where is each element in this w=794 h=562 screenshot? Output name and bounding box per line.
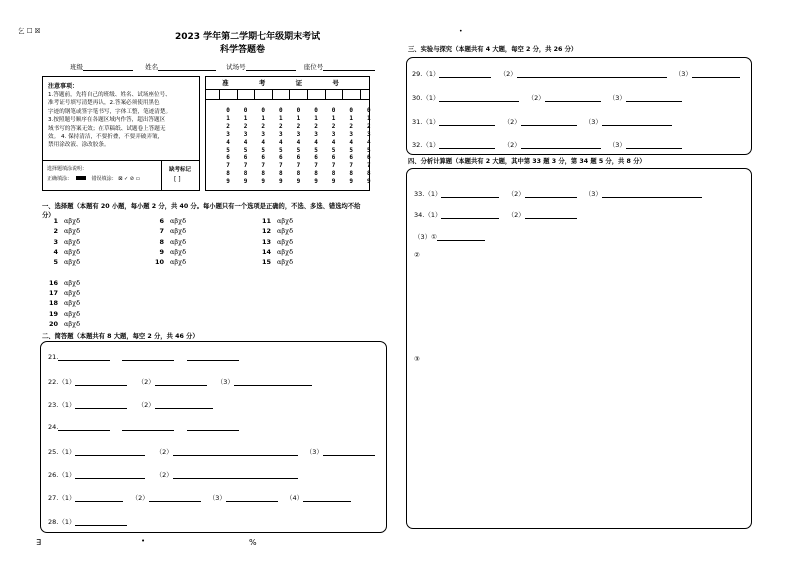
mc-question-number: 7	[159, 227, 164, 236]
mc-option-bubbles[interactable]: αβχδ	[64, 247, 80, 256]
exam-digit-bubble[interactable]: 3	[366, 130, 371, 138]
exam-digit-bubble[interactable]: 7	[261, 162, 265, 170]
section1-title: 一、选择题（本题有 20 小题，每小题 2 分，共 40 分。每小题只有一个选项是正确的，不选、多选、错选均不给	[42, 203, 361, 210]
exam-digit-bubble[interactable]: 7	[278, 162, 283, 170]
exam-digit-bubble[interactable]: 6	[226, 154, 230, 162]
fill-instruction-label: 选择题填涂说明：	[47, 166, 88, 172]
exam-digit-bubble[interactable]: 8	[278, 170, 283, 178]
absent-mark-box[interactable]: [ ]	[174, 176, 181, 183]
exam-digit-bubble[interactable]: 5	[226, 146, 230, 154]
exam-digit-bubble[interactable]: 5	[314, 146, 318, 154]
answer-blank[interactable]	[75, 518, 127, 526]
exam-digit-bubble[interactable]: 4	[296, 138, 301, 146]
absent-mark-label: 缺考标记	[169, 167, 192, 173]
exam-digit-bubble[interactable]: 0	[366, 107, 371, 114]
footer-mid-mark: •	[141, 537, 146, 545]
mc-option-bubbles[interactable]: αβχδ	[170, 258, 186, 267]
exam-number-column[interactable]	[312, 107, 320, 186]
mc-option-bubbles[interactable]: αβχδ	[170, 247, 186, 256]
exam-digit-bubble[interactable]: 0	[331, 107, 336, 114]
q23-row: 23.（1） （2）	[48, 400, 213, 409]
exam-digit-bubble[interactable]: 0	[349, 107, 353, 114]
seat-label: 座位号	[303, 63, 324, 71]
exam-digit-bubble[interactable]: 7	[243, 162, 248, 170]
exam-no-label: 试场号	[226, 63, 246, 71]
mc-question-row[interactable]	[42, 217, 80, 225]
mc-question-number: 4	[53, 247, 58, 256]
answer-blank[interactable]	[75, 448, 145, 456]
logo-icons: 乞 ☐ ☒	[18, 27, 41, 35]
answer-blank[interactable]	[187, 353, 239, 361]
exam-digit-bubble[interactable]: 9	[296, 178, 301, 186]
mc-question-row[interactable]	[255, 258, 293, 266]
answer-blank[interactable]	[155, 401, 213, 409]
section3-title: 三、实验与探究（本题共有 4 大题，每空 2 分，共 26 分）	[408, 46, 578, 53]
exam-number-column[interactable]	[224, 107, 232, 186]
exam-digit-bubble[interactable]: 3	[296, 130, 301, 138]
mc-question-number: 17	[48, 289, 58, 298]
exam-digit-bubble[interactable]: 6	[261, 154, 265, 162]
mc-question-row[interactable]	[42, 310, 80, 318]
answer-blank[interactable]	[441, 211, 499, 219]
mc-question-row[interactable]	[255, 217, 293, 225]
exam-digit-bubble[interactable]: 7	[349, 162, 353, 170]
mc-question-number: 9	[159, 247, 164, 256]
exam-digit-bubble[interactable]: 4	[261, 138, 265, 146]
section2-title: 二、简答题（本题共有 8 大题，每空 2 分，共 46 分）	[42, 333, 199, 340]
answer-blank[interactable]	[626, 94, 682, 102]
exam-digit-bubble[interactable]: 2	[314, 122, 318, 130]
exam-digit-bubble[interactable]: 6	[243, 154, 248, 162]
mc-question-row[interactable]	[42, 279, 80, 287]
mc-question-number: 5	[53, 258, 58, 267]
exam-digit-bubble[interactable]: 5	[331, 146, 336, 154]
exam-digit-bubble[interactable]: 8	[366, 170, 371, 178]
exam-digit-bubble[interactable]: 5	[261, 146, 265, 154]
top-dot: •	[459, 28, 463, 35]
mc-option-bubbles[interactable]: αβχδ	[64, 217, 80, 225]
answer-blank[interactable]	[58, 423, 110, 431]
exam-digit-bubble[interactable]: 5	[278, 146, 283, 154]
exam-number-column[interactable]	[330, 107, 338, 186]
exam-digit-bubble[interactable]: 5	[366, 146, 371, 154]
mc-question-number: 3	[53, 237, 58, 246]
answer-blank[interactable]	[626, 141, 682, 149]
mc-question-number: 11	[261, 217, 271, 225]
exam-digit-bubble[interactable]: 4	[278, 138, 283, 146]
exam-digit-bubble[interactable]: 2	[261, 122, 265, 130]
answer-blank[interactable]	[521, 141, 601, 149]
q32-row: 32.（1） （2） （3）	[412, 140, 682, 149]
mc-question-row[interactable]	[255, 227, 293, 235]
section1-title-cont: 分）	[42, 212, 55, 219]
mc-option-bubbles[interactable]: αβχδ	[277, 237, 293, 246]
exam-digit-bubble[interactable]: 6	[366, 154, 371, 162]
q21-row: 21.	[48, 353, 239, 361]
answer-blank[interactable]	[75, 494, 123, 502]
exam-digit-bubble[interactable]: 7	[366, 162, 371, 170]
exam-digit-bubble[interactable]: 4	[349, 138, 353, 146]
exam-digit-bubble[interactable]: 5	[243, 146, 248, 154]
exam-digit-bubble[interactable]: 4	[226, 138, 230, 146]
answer-blank[interactable]	[234, 378, 312, 386]
exam-digit-bubble[interactable]: 8	[349, 170, 353, 178]
q31-row: 31.（1） （2） （3）	[412, 117, 672, 126]
exam-number-column[interactable]	[294, 107, 302, 186]
answer-blank[interactable]	[149, 494, 201, 502]
section2-box	[40, 341, 387, 533]
mc-question-row[interactable]	[42, 227, 80, 235]
q33-row: 33.（1） （2） （3）	[414, 189, 702, 198]
exam-digit-bubble[interactable]: 9	[278, 178, 283, 186]
exam-digit-bubble[interactable]: 7	[296, 162, 301, 170]
name-label: 姓名	[145, 63, 159, 71]
exam-digit-bubble[interactable]: 6	[314, 154, 318, 162]
exam-digit-bubble[interactable]: 0	[314, 107, 318, 114]
answer-blank[interactable]	[517, 70, 667, 78]
answer-blank[interactable]	[441, 190, 499, 198]
mc-question-number: 19	[48, 309, 58, 318]
fill-example: 正确填涂： 错误填涂： ⊠ ✓ ⊘ ▭	[47, 176, 141, 182]
mc-question-number: 13	[261, 237, 271, 246]
exam-digit-bubble[interactable]: 2	[349, 122, 353, 130]
exam-digit-bubble[interactable]: 8	[331, 170, 336, 178]
exam-digit-bubble[interactable]: 7	[314, 162, 318, 170]
answer-blank[interactable]	[58, 353, 110, 361]
mc-question-row[interactable]	[148, 227, 186, 235]
exam-digit-bubble[interactable]: 4	[331, 138, 336, 146]
mc-question-number: 2	[53, 227, 58, 236]
answer-blank[interactable]	[439, 141, 495, 149]
exam-digit-bubble[interactable]: 4	[366, 138, 371, 146]
notice-lines: 1.答题前，先将自己的班级、姓名、试场座位号、 准考证号填写清楚再认，2.答案必须使用黑色 字迹的钢笔或签字笔书写，字体工整，笔迹清楚。 3.按照题号顺序在各题区域内作答，超出答题区 域书写的答案无效；在草稿纸、试题卷上答题无 效。 4. 保持清洁，不要折叠，不要弄破弄皱， 禁用涂改液、涂改胶条。	[48, 92, 172, 149]
mc-option-bubbles[interactable]: αβχδ	[64, 309, 80, 318]
exam-digit-bubble[interactable]: 9	[226, 178, 230, 186]
notice-box	[42, 76, 200, 191]
exam-digit-bubble[interactable]: 3	[261, 130, 265, 138]
mc-option-bubbles[interactable]: αβχδ	[277, 247, 293, 256]
answer-blank[interactable]	[439, 118, 495, 126]
answer-blank[interactable]	[122, 423, 174, 431]
mc-option-bubbles[interactable]: αβχδ	[64, 258, 80, 267]
answer-blank[interactable]	[75, 471, 145, 479]
answer-blank[interactable]	[545, 94, 601, 102]
exam-digit-bubble[interactable]: 9	[243, 178, 248, 186]
answer-blank[interactable]	[602, 118, 672, 126]
exam-digit-bubble[interactable]: 5	[349, 146, 353, 154]
exam-digit-bubble[interactable]: 1	[243, 114, 248, 122]
exam-digit-bubble[interactable]: 1	[331, 114, 336, 122]
mc-question-row[interactable]	[42, 248, 80, 256]
exam-digit-bubble[interactable]: 1	[296, 114, 301, 122]
exam-digit-bubble[interactable]: 2	[243, 122, 248, 130]
exam-digit-bubble[interactable]: 0	[226, 107, 230, 114]
answer-blank[interactable]	[173, 448, 298, 456]
answer-blank[interactable]	[303, 494, 351, 502]
q34-row: 34.（1） （2）	[414, 210, 577, 219]
exam-digit-bubble[interactable]: 9	[366, 178, 371, 186]
exam-digit-bubble[interactable]: 9	[314, 178, 318, 186]
exam-digit-bubble[interactable]: 0	[296, 107, 301, 114]
q34-circle-3: ③	[414, 355, 420, 363]
exam-digit-bubble[interactable]: 8	[314, 170, 318, 178]
mc-option-bubbles[interactable]: αβχδ	[277, 217, 293, 225]
mc-question-row[interactable]	[148, 217, 186, 225]
mc-option-bubbles[interactable]: αβχδ	[170, 227, 186, 236]
exam-digit-bubble[interactable]: 3	[243, 130, 248, 138]
mc-question-number: 6	[159, 217, 164, 225]
mc-option-bubbles[interactable]: αβχδ	[64, 278, 80, 287]
mc-question-row[interactable]	[42, 238, 80, 246]
mc-question-row[interactable]	[42, 299, 80, 307]
answer-blank[interactable]	[75, 378, 127, 386]
exam-digit-bubble[interactable]: 5	[296, 146, 301, 154]
exam-digit-bubble[interactable]: 6	[349, 154, 353, 162]
exam-digit-bubble[interactable]: 2	[331, 122, 336, 130]
section4-title: 四、分析计算题（本题共有 2 大题，其中第 33 题 3 分，第 34 题 5 分，共 8 分）	[408, 158, 646, 165]
q28-row: 28.（1）	[48, 517, 127, 526]
exam-digit-bubble[interactable]: 8	[226, 170, 230, 178]
mc-question-row[interactable]	[148, 258, 186, 266]
exam-digit-bubble[interactable]: 3	[278, 130, 283, 138]
exam-digit-bubble[interactable]: 8	[296, 170, 301, 178]
exam-digit-bubble[interactable]: 3	[331, 130, 336, 138]
exam-digit-bubble[interactable]: 1	[261, 114, 265, 122]
mc-option-bubbles[interactable]: αβχδ	[277, 227, 293, 236]
exam-number-grid	[205, 76, 370, 191]
exam-digit-bubble[interactable]: 1	[314, 114, 318, 122]
q25-row: 25.（1） （2） （3）	[48, 447, 375, 456]
q34-3-row: （3）①	[414, 232, 485, 241]
answer-blank[interactable]	[602, 190, 702, 198]
answer-blank[interactable]	[187, 423, 239, 431]
answer-blank[interactable]	[439, 94, 519, 102]
answer-blank[interactable]	[75, 401, 127, 409]
footer-pct-mark: %	[249, 538, 257, 547]
mc-question-row[interactable]	[255, 238, 293, 246]
exam-digit-bubble[interactable]: 1	[278, 114, 283, 122]
answer-blank[interactable]	[525, 211, 577, 219]
mc-option-bubbles[interactable]: αβχδ	[64, 320, 80, 328]
mc-question-number: 14	[261, 247, 271, 256]
answer-blank[interactable]	[521, 118, 577, 126]
exam-digit-bubble[interactable]: 2	[366, 122, 371, 130]
mc-option-bubbles[interactable]: αβχδ	[64, 299, 80, 308]
exam-digit-bubble[interactable]: 0	[243, 107, 248, 114]
answer-blank[interactable]	[122, 353, 174, 361]
exam-digit-bubble[interactable]: 8	[243, 170, 248, 178]
mc-question-number: 8	[159, 237, 164, 246]
exam-digit-bubble[interactable]: 4	[243, 138, 248, 146]
exam-number-column[interactable]	[277, 107, 285, 186]
notice-title: 注意事项：	[48, 83, 79, 90]
exam-digit-bubble[interactable]: 4	[314, 138, 318, 146]
mc-question-row[interactable]	[148, 248, 186, 256]
exam-digit-bubble[interactable]: 3	[226, 130, 230, 138]
mc-question-number: 15	[261, 258, 271, 267]
exam-digit-bubble[interactable]: 1	[349, 114, 353, 122]
exam-digit-bubble[interactable]: 8	[261, 170, 265, 178]
answer-blank[interactable]	[525, 190, 577, 198]
mc-question-row[interactable]	[42, 320, 80, 328]
q34-circle-2: ②	[414, 251, 420, 259]
section4-box	[406, 168, 752, 529]
exam-digit-bubble[interactable]: 6	[278, 154, 283, 162]
answer-blank[interactable]	[226, 494, 278, 502]
exam-digit-bubble[interactable]: 7	[331, 162, 336, 170]
mc-option-bubbles[interactable]: αβχδ	[170, 237, 186, 246]
answer-blank[interactable]	[323, 448, 375, 456]
mc-question-number: 10	[154, 258, 164, 267]
exam-digit-bubble[interactable]: 0	[261, 107, 265, 114]
mc-question-row[interactable]	[42, 258, 80, 266]
exam-digit-bubble[interactable]: 1	[366, 114, 371, 122]
mc-question-row[interactable]	[42, 289, 80, 297]
exam-digit-bubble[interactable]: 0	[278, 107, 283, 114]
exam-number-column[interactable]	[242, 107, 250, 186]
q26-row: 26.（1） （2）	[48, 470, 298, 479]
class-label: 班级	[70, 63, 83, 71]
q27-row: 27.（1） （2） （3） （4）	[48, 493, 351, 502]
q30-row: 30.（1） （2） （3）	[412, 93, 682, 102]
exam-digit-bubble[interactable]: 2	[296, 122, 301, 130]
mc-question-number: 20	[48, 320, 58, 328]
page-title: 2023 学年第二学期七年级期末考试	[175, 32, 321, 42]
exam-digit-bubble[interactable]: 2	[226, 122, 230, 130]
exam-number-title: 准 考 证 号	[206, 77, 369, 90]
mc-option-bubbles[interactable]: αβχδ	[64, 237, 80, 246]
mc-question-number: 12	[261, 227, 271, 236]
exam-digit-bubble[interactable]: 1	[226, 114, 230, 122]
mc-question-row[interactable]	[255, 248, 293, 256]
answer-blank[interactable]	[173, 471, 298, 479]
mc-question-number: 18	[48, 299, 58, 308]
mc-option-bubbles[interactable]: αβχδ	[64, 289, 80, 298]
mc-question-number: 16	[48, 278, 58, 287]
answer-blank[interactable]	[437, 233, 485, 241]
q29-row: 29.（1） （2） （3）	[412, 69, 740, 78]
mc-question-row[interactable]	[148, 238, 186, 246]
exam-number-column[interactable]	[259, 107, 267, 186]
exam-digit-bubble[interactable]: 9	[331, 178, 336, 186]
exam-digit-bubble[interactable]: 6	[331, 154, 336, 162]
exam-digit-bubble[interactable]: 7	[226, 162, 230, 170]
q24-row: 24.	[48, 423, 239, 431]
exam-number-column[interactable]	[347, 107, 355, 186]
answer-blank[interactable]	[439, 70, 491, 78]
footer-page-mark: ∃	[36, 538, 42, 547]
mc-option-bubbles[interactable]: αβχδ	[277, 258, 293, 267]
exam-digit-bubble[interactable]: 6	[296, 154, 301, 162]
exam-digit-bubble[interactable]: 3	[349, 130, 353, 138]
answer-blank[interactable]	[155, 378, 207, 386]
mc-option-bubbles[interactable]: αβχδ	[64, 227, 80, 236]
answer-blank[interactable]	[692, 70, 740, 78]
info-row	[70, 62, 375, 71]
exam-digit-bubble[interactable]: 9	[349, 178, 353, 186]
q22-row: 22.（1） （2） （3）	[48, 377, 312, 386]
mc-option-bubbles[interactable]: αβχδ	[170, 217, 186, 225]
exam-number-column[interactable]	[365, 107, 373, 186]
exam-digit-bubble[interactable]: 3	[314, 130, 318, 138]
exam-digit-bubble[interactable]: 2	[278, 122, 283, 130]
mc-question-number: 1	[53, 217, 58, 225]
page-subtitle: 科学答题卷	[220, 45, 266, 55]
exam-digit-bubble[interactable]: 9	[261, 178, 265, 186]
